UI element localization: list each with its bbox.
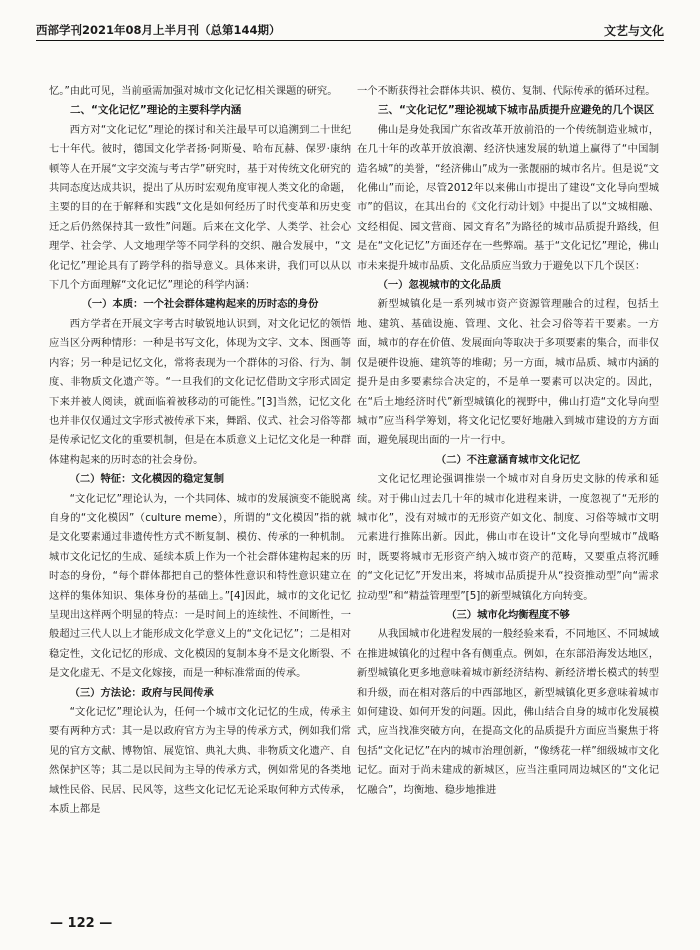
subsection-heading: （一）本质：一个社会群体建构起来的历时态的身份 (81, 298, 319, 311)
footer-dash-right: — (99, 916, 113, 931)
left-column (49, 82, 351, 819)
paragraph: “文化记忆”理论认为，一个共同体、城市的发展演变不能脱离自身的“文化模因”（culture meme），所谓的“文化模因”指的就是文化要素通过非遗传性方式不断复制、模仿、传承的一种机制。城市文化记忆的生成、延续本质上作为一个社会群体建构起来的历时态的身份，“每个群体都把自己的整体性意识和特性意识建立在这样的集体知识、集体身份的基础上。”[4]因此，城市的文化记忆呈现出这样两个明显的特点：一是时间上的连续性、不间断性，一般超过三代人以上才能形成文化学意义上的“文化记忆”；二是相对稳定性，文化记忆的形成、文化模因的复制本身不是文化断裂、不是文化虚无、不是文化嫁接，而是一种标准常面的传承。 (49, 492, 351, 680)
paragraph: 西方对“文化记忆”理论的探讨和关注最早可以追溯到二十世纪七十年代。彼时，德国文化学者扬·阿斯曼、哈布瓦赫、保罗·康纳顿等人在开展“文字交流与考古学”研究时，基于对传统文化研究的共同态度达成共识，提出了从历时宏观角度审视人类文化的命题，主要的目的在于解释和实践“文化是如何经历了时代变革和历史变迁之后仍然保持其一致性”问题。后来在文化学、人类学、社会心理学、社会学、人文地理学等不同学科的交织、融合发展中，“文化记忆”理论具有了跨学科的指导意义。具体来讲，我们可以从以下几个方面理解“文化记忆”理论的科学内涵： (49, 123, 351, 292)
paragraph: “文化记忆”理论认为，任何一个城市文化记忆的生成，传承主要有两种方式：其一是以政府官方为主导的传承方式，例如我们常见的官方文献、博物馆、展览馆、典礼大典、非物质文化遗产、自然保护区等；其二是以民间为主导的传承方式，例如常见的各类地域性民俗、民居、民风等，这些文化记忆无论采取何种方式传承，本质上都是 (49, 706, 351, 816)
footer-dash-left: — (50, 916, 63, 931)
paragraph: 从我国城市化进程发展的一般经验来看，不同地区、不同城域在推进城镇化的过程中各有侧重点。例如，在东部沿海发达地区，新型城镇化更多地意味着城市新经济结构、新经济增长模式的转型和升级，而在相对落后的中西部地区，新型城镇化更多意味着城市如何建设、如何开发的问题。因此，佛山结合自身的城市化发展模式，应当找准突破方向，在提高文化的品质提升方面应当聚焦于将包括“文化记忆”在内的城市治理创新，“像绣花一样”细级城市文化记忆。面对于尚未建成的新城区，应当注重同周边城区的“文化记忆融合”，均衡地、稳步地推进 (357, 628, 659, 796)
paragraph: 文化记忆理论强调推崇一个城市对自身历史文脉的传承和延续。对于佛山过去几十年的城市化进程来讲，一度忽视了“无形的城市化”，没有对城市的无形资产如文化、制度、习俗等城市文明元素进行推陈出新。因此，佛山市在设计“文化导向型城市”战略时，既要将城市无形资产纳入城市资产的范畴，又要重点将沉睡的“文化记忆”开发出来，将城市品质提升从“投资推动型”向“需求拉动型”和“精益管理型”[5]的新型城镇化方向转变。 (357, 473, 659, 602)
subsection-heading: （二）特征：文化模因的稳定复制 (69, 473, 225, 486)
paragraph: 一个不断获得社会群体共识、模仿、复制、代际传承的循环过程。 (357, 85, 656, 97)
right-column (357, 82, 659, 800)
section-heading: 二、“文化记忆”理论的主要科学内涵 (70, 104, 242, 117)
paragraph: 佛山是身处我国广东省改革开放前沿的一个传统制造业城市，在几十年的改革开放浪潮、经济快速发展的轨道上赢得了“中国制造名城”的美誉，“经济佛山”成为一张靓丽的城市名片。但是说“文化佛山”而论，尽管2012年以来佛山市提出了建设“文化导向型城市”的倡议，在其出台的《文化行动计划》中提出了以“文城相融、文经相促、园文营商、园文育名”为路径的城市品质提升路线，但是在“文化记忆”方面还存在一些弊端。基于“文化记忆”理论，佛山市未来提升城市品质、文化品质应当致力于避免以下几个误区： (357, 123, 659, 272)
page-number: 122 (67, 916, 95, 931)
section-name: 文艺与文化 (603, 24, 664, 38)
section-heading: 三、“文化记忆”理论视域下城市品质提升应避免的几个误区 (378, 104, 655, 117)
page-footer (50, 916, 112, 931)
header-rule (36, 40, 664, 41)
subsection-heading: （一）忽视城市的文化品质 (377, 279, 502, 292)
journal-issue: 西部学刊2021年08月上半月刊（总第144期） (36, 23, 281, 37)
paragraph: 新型城镇化是一系列城市资产资源管理融合的过程，包括土地、建筑、基础设施、管理、文化、社会习俗等若干要素。一方面，城市的存在价值、发展面向等取决于多项要素的集合，而非仅仅是硬件设施、建筑等的堆砌；另一方面，城市品质、城市内涵的提升是由多要素综合决定的，不是单一要素可以决定的。因此，在“后土地经济时代”新型城镇化的视野中，佛山打造“文化导向型城市”应当科学筹划，将文化记忆要好地融入到城市建设的方方面面，避免展现出面的一片一行中。 (357, 298, 659, 447)
paragraph: 西方学者在开展文字考古时敏锐地认识到，对文化记忆的领悟应当区分两种情形：一种是书写文化，体现为文字、文本、图画等内容；另一种是记忆文化，常将表现为一个群体的习俗、行为、制度、非物质文化遗产等。“一旦我们的文化记忆借助文字形式固定下来并被人阅读，就面临着被移动的可能性。”[3]当然，记忆文化也并非仅仅通过文字形式被传承下来，舞蹈、仪式、社会习俗等都是传承记忆文化的重要机制，但是在本质意义上记忆文化是一种群体建构起来的历时态的社会身份。 (49, 317, 351, 466)
subsection-heading: （三）方法论：政府与民间传承 (69, 686, 214, 699)
subsection-heading: （三）城市化均衡程度不够 (446, 608, 570, 621)
running-header (36, 20, 664, 42)
paragraph: 忆。”由此可见，当前亟需加强对城市文化记忆相关课题的研究。 (49, 85, 338, 97)
subsection-heading: （二）不注意涵育城市文化记忆 (435, 453, 581, 466)
